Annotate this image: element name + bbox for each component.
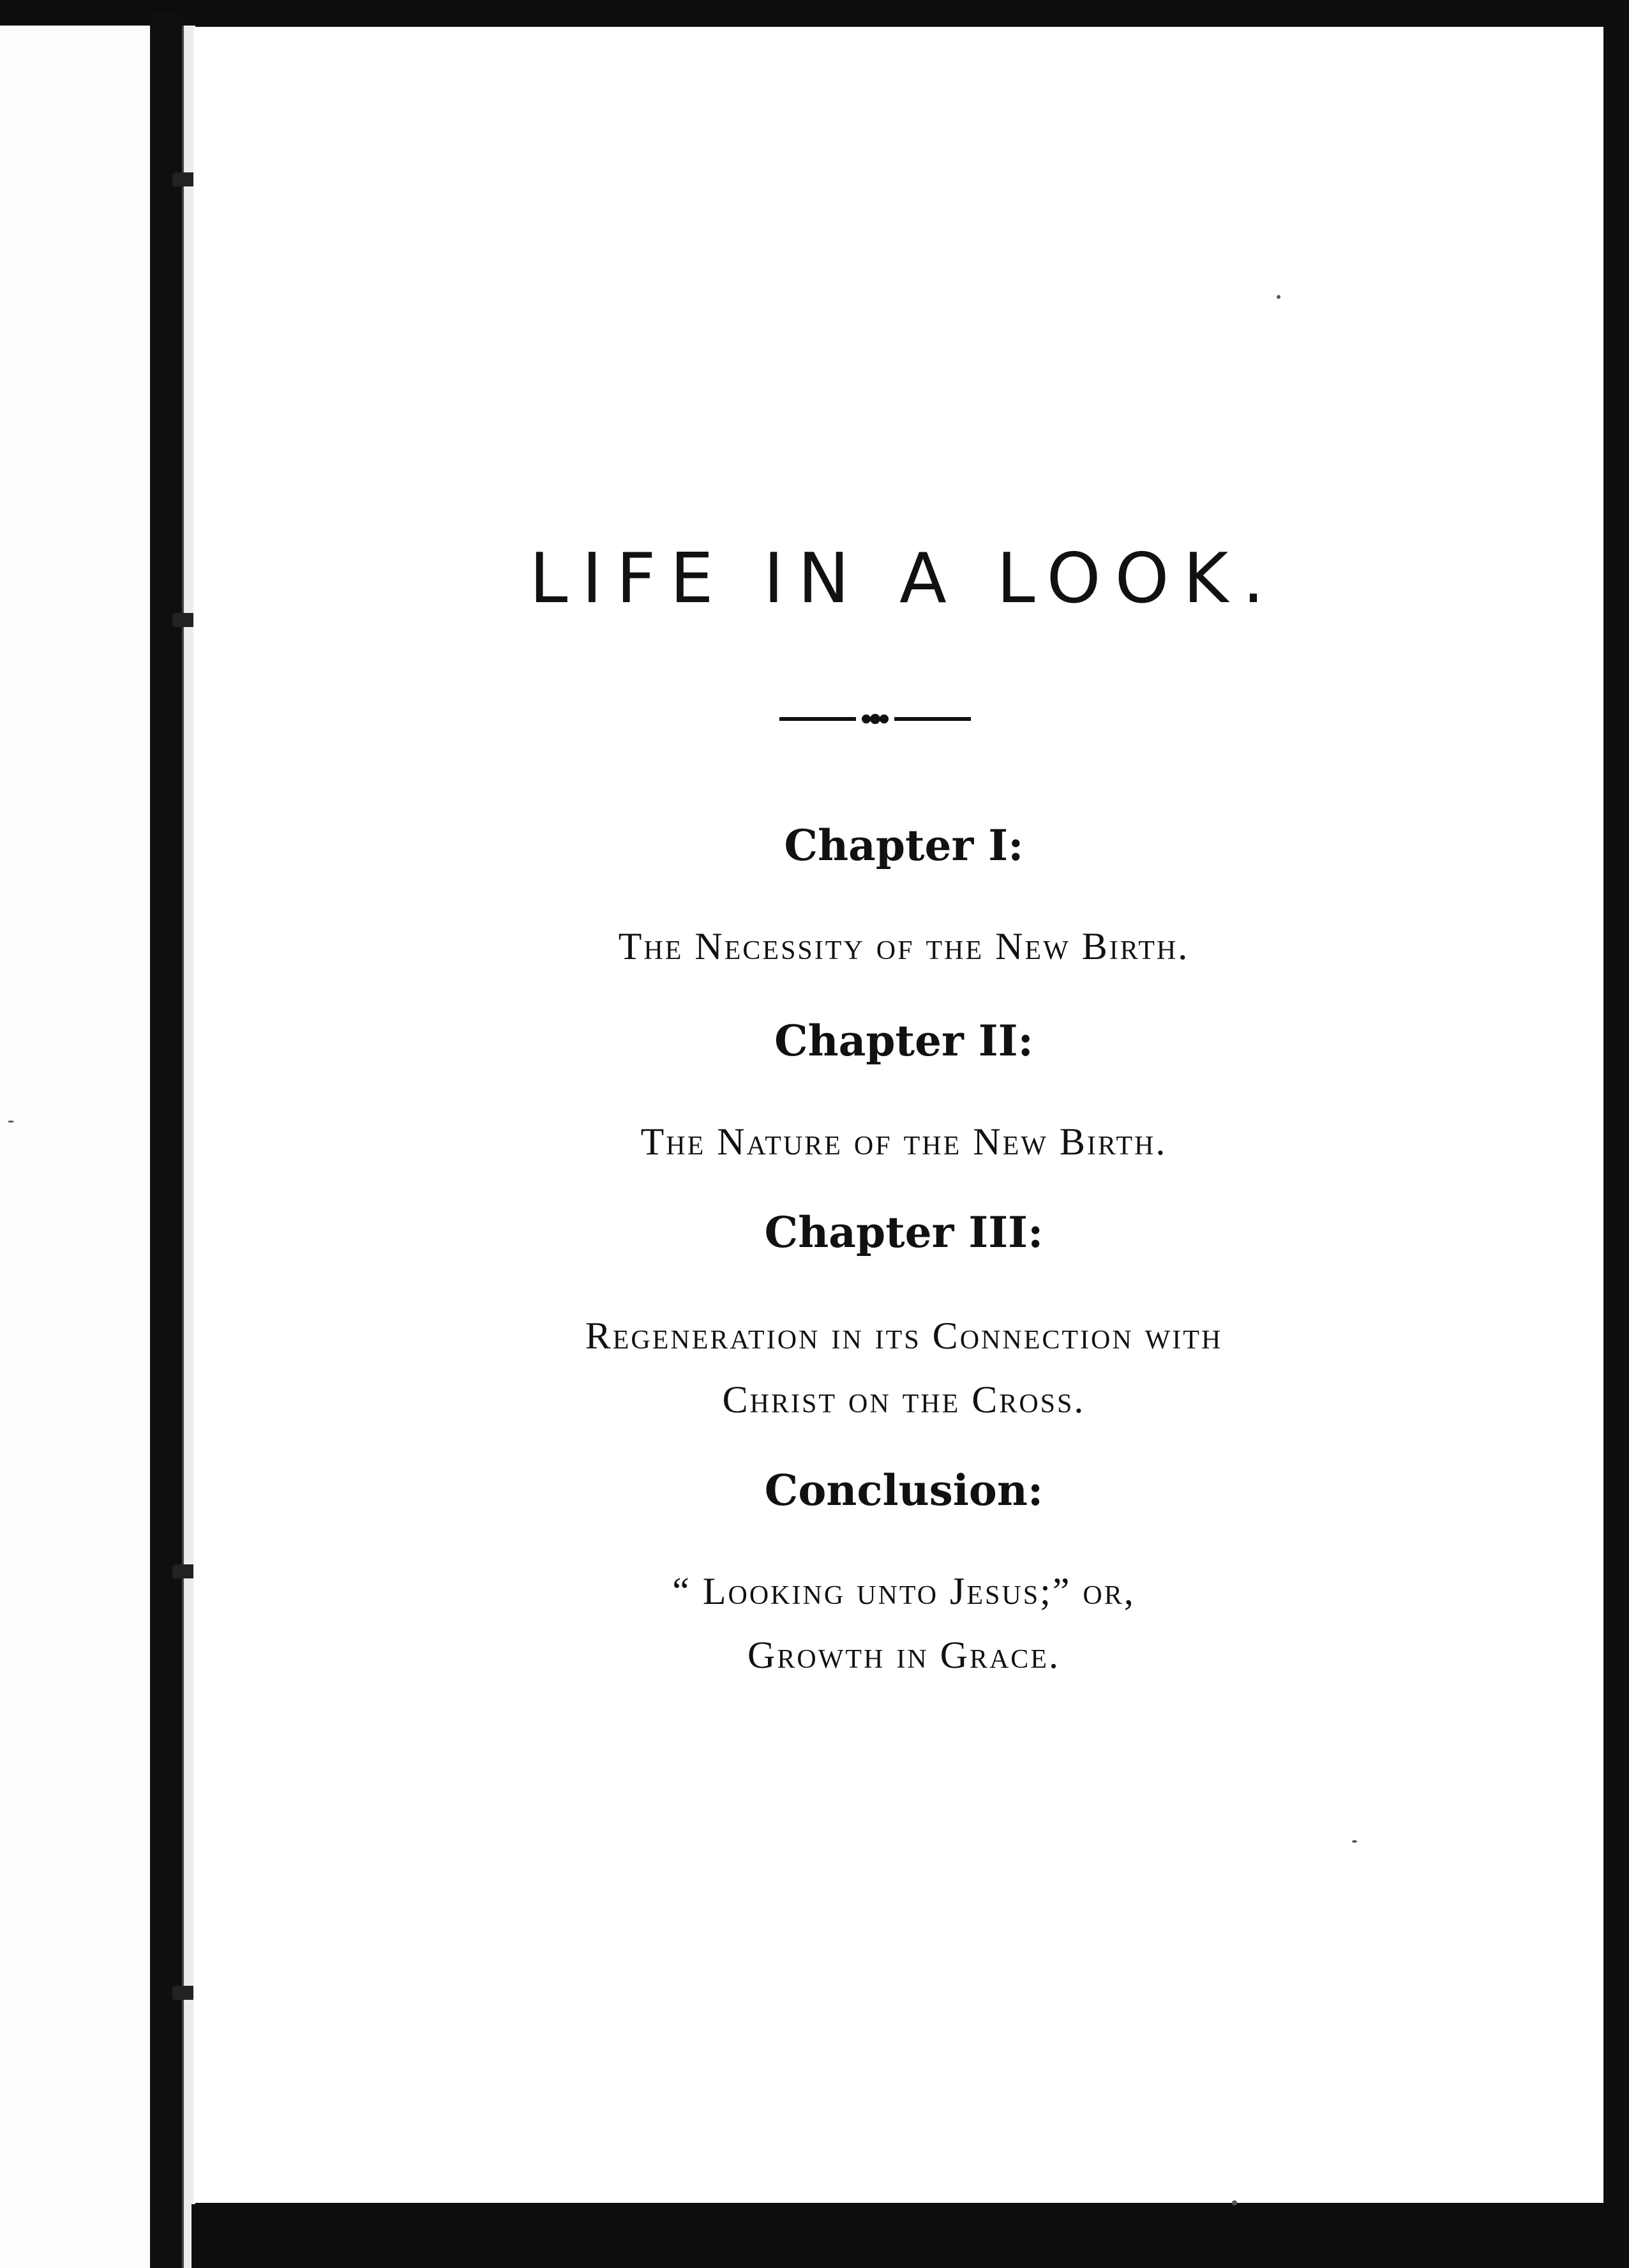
scan-border-bottom bbox=[191, 2204, 1629, 2268]
book-spine bbox=[150, 13, 182, 2268]
chapter-3-heading: Chapter III: bbox=[764, 1207, 1044, 1257]
chapter-3-title-line-1: Regeneration in its Connection with bbox=[585, 1315, 1223, 1357]
conclusion-title-line-2: Growth in Grace. bbox=[747, 1634, 1060, 1676]
book-title: LIFE IN A LOOK. bbox=[529, 539, 1279, 619]
ornament-rule bbox=[779, 706, 971, 732]
paper-speck bbox=[1352, 1840, 1357, 1843]
title-page bbox=[193, 27, 1614, 2203]
chapter-2-heading: Chapter II: bbox=[774, 1016, 1033, 1066]
paper-speck bbox=[1277, 295, 1280, 299]
chapter-1-heading: Chapter I: bbox=[784, 820, 1024, 870]
conclusion-heading: Conclusion: bbox=[764, 1465, 1044, 1515]
scan-border-top bbox=[0, 0, 1629, 26]
chapter-3-title-line-2: Christ on the Cross. bbox=[722, 1379, 1086, 1421]
paper-speck bbox=[1232, 2200, 1237, 2205]
chapter-2-title: The Nature of the New Birth. bbox=[640, 1121, 1167, 1163]
conclusion-title-line-1: “ Looking unto Jesus;” or, bbox=[672, 1570, 1136, 1612]
flyleaf bbox=[0, 26, 150, 2268]
chapter-1-title: The Necessity of the New Birth. bbox=[618, 925, 1190, 967]
paper-speck bbox=[8, 1121, 14, 1123]
